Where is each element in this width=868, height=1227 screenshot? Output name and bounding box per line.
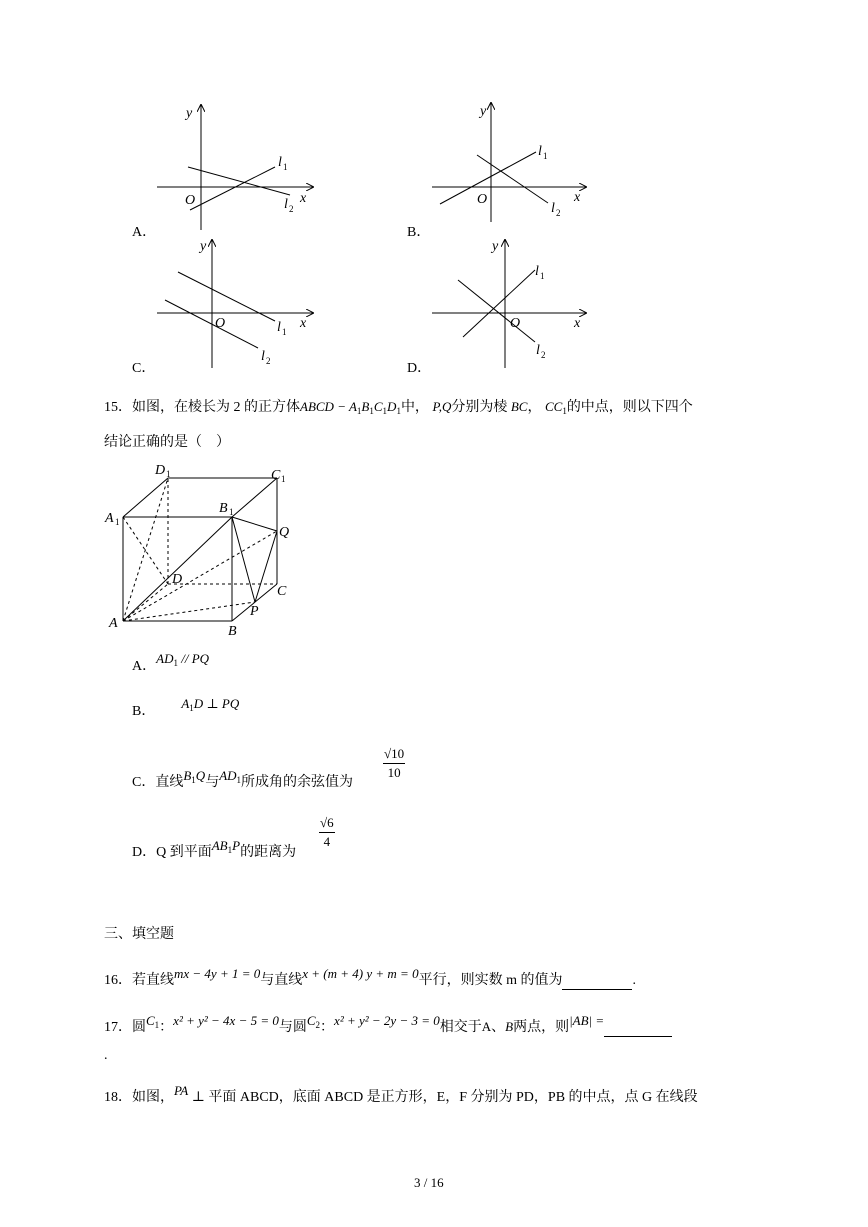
line-l2 <box>477 155 548 203</box>
svg-text:x: x <box>300 191 307 206</box>
svg-text:C: C <box>271 468 281 483</box>
q17: 17．圆$C_1$：x² + y² − 4x − 5 = 0与圆$C_2$：x² + y² − 2y − 3 = 0相交于A、B两点，则|AB| = <box>104 1016 672 1037</box>
svg-text:y: y <box>480 104 487 119</box>
svg-text:O: O <box>185 193 196 208</box>
graph-d <box>432 239 586 368</box>
q18: 18．如图，PA ⊥ 平面 ABCD，底面 ABCD 是正方形，E，F 分别为 PD，PB 的中点，点 G 在线段 <box>104 1083 698 1105</box>
q15-cube-figure <box>95 455 305 645</box>
graph-b <box>432 103 586 222</box>
svg-text:l: l <box>535 264 539 279</box>
svg-text:Q: Q <box>279 525 290 540</box>
svg-text:l: l <box>277 320 281 335</box>
q17-trailing-dot: . <box>104 1048 108 1063</box>
q17-answer-blank[interactable] <box>604 1020 672 1037</box>
q16: 16．若直线mx − 4y + 1 = 0与直线x + (m + 4) y + m = 0平行，则实数 m 的值为 . <box>104 966 636 988</box>
svg-text:x: x <box>574 190 581 205</box>
svg-text:1: 1 <box>282 327 287 337</box>
q16-answer-blank[interactable] <box>562 973 632 990</box>
svg-text:C: C <box>277 584 287 599</box>
svg-text:1: 1 <box>540 271 545 281</box>
svg-text:2: 2 <box>541 350 546 360</box>
svg-text:1: 1 <box>229 507 234 517</box>
q14-option-b[interactable]: B． <box>407 225 431 240</box>
line-l2 <box>458 280 535 342</box>
svg-text:l: l <box>538 144 542 159</box>
svg-text:B: B <box>228 624 237 639</box>
svg-text:1: 1 <box>543 151 548 161</box>
q14-option-c[interactable]: C． <box>132 361 156 376</box>
svg-text:1: 1 <box>115 517 120 527</box>
section-heading: 三、填空题 <box>104 927 174 942</box>
line-l2 <box>188 167 290 195</box>
svg-text:l: l <box>284 197 288 212</box>
svg-text:O: O <box>510 316 521 331</box>
svg-text:A: A <box>105 511 114 526</box>
q15-option-c[interactable]: C．直线$B_1Q$与$AD_1$所成角的余弦值为 <box>132 768 354 790</box>
q14-graphs <box>0 0 868 380</box>
svg-text:A: A <box>109 616 118 631</box>
svg-text:y: y <box>492 239 499 254</box>
q14-option-d[interactable]: D． <box>407 361 432 376</box>
svg-text:D: D <box>155 463 166 478</box>
svg-text:l: l <box>261 349 265 364</box>
svg-text:O: O <box>477 192 488 207</box>
graph-c <box>157 239 313 368</box>
graph-a <box>157 105 313 230</box>
svg-text:1: 1 <box>283 162 288 172</box>
q14-option-a[interactable]: A． <box>132 225 157 240</box>
svg-text:l: l <box>536 343 540 358</box>
svg-text:l: l <box>278 155 282 170</box>
page-number: 3 / 16 <box>414 1175 444 1190</box>
line-l1 <box>178 272 275 321</box>
q15-option-b[interactable]: B．$A_1D$ ⊥ PQ <box>132 696 240 719</box>
q15-option-a[interactable]: A．$AD_1$ // PQ <box>132 651 210 674</box>
svg-text:2: 2 <box>556 208 561 218</box>
q15-stem-line2: 结论正确的是（ ） <box>104 435 230 450</box>
line-l1 <box>190 167 275 210</box>
svg-text:2: 2 <box>289 204 294 214</box>
svg-text:B: B <box>219 501 228 516</box>
svg-text:y: y <box>186 106 193 121</box>
svg-text:y: y <box>200 239 207 254</box>
svg-text:2: 2 <box>266 356 271 366</box>
svg-text:l: l <box>551 201 555 216</box>
svg-text:1: 1 <box>281 474 286 484</box>
svg-text:O: O <box>215 316 226 331</box>
svg-text:1: 1 <box>166 469 171 479</box>
q15-option-d-fraction: $\frac{√6}{4}$ <box>320 815 334 849</box>
svg-text:x: x <box>574 316 581 331</box>
line-l1 <box>463 270 535 337</box>
line-l1 <box>440 152 536 204</box>
svg-text:D: D <box>172 572 183 587</box>
svg-text:P: P <box>250 604 259 619</box>
q15-stem-line1: 15．如图，在棱长为 2 的正方体ABCD − $A_1B_1C_1D_1$中， P,Q分别为棱 BC， $CC_1$的中点，则以下四个 <box>104 399 693 416</box>
q15-option-c-fraction: $\frac{√10}{10}$ <box>384 746 405 780</box>
q15-option-d[interactable]: D．Q 到平面$AB_1P$的距离为 <box>132 838 297 860</box>
svg-text:x: x <box>300 316 307 331</box>
